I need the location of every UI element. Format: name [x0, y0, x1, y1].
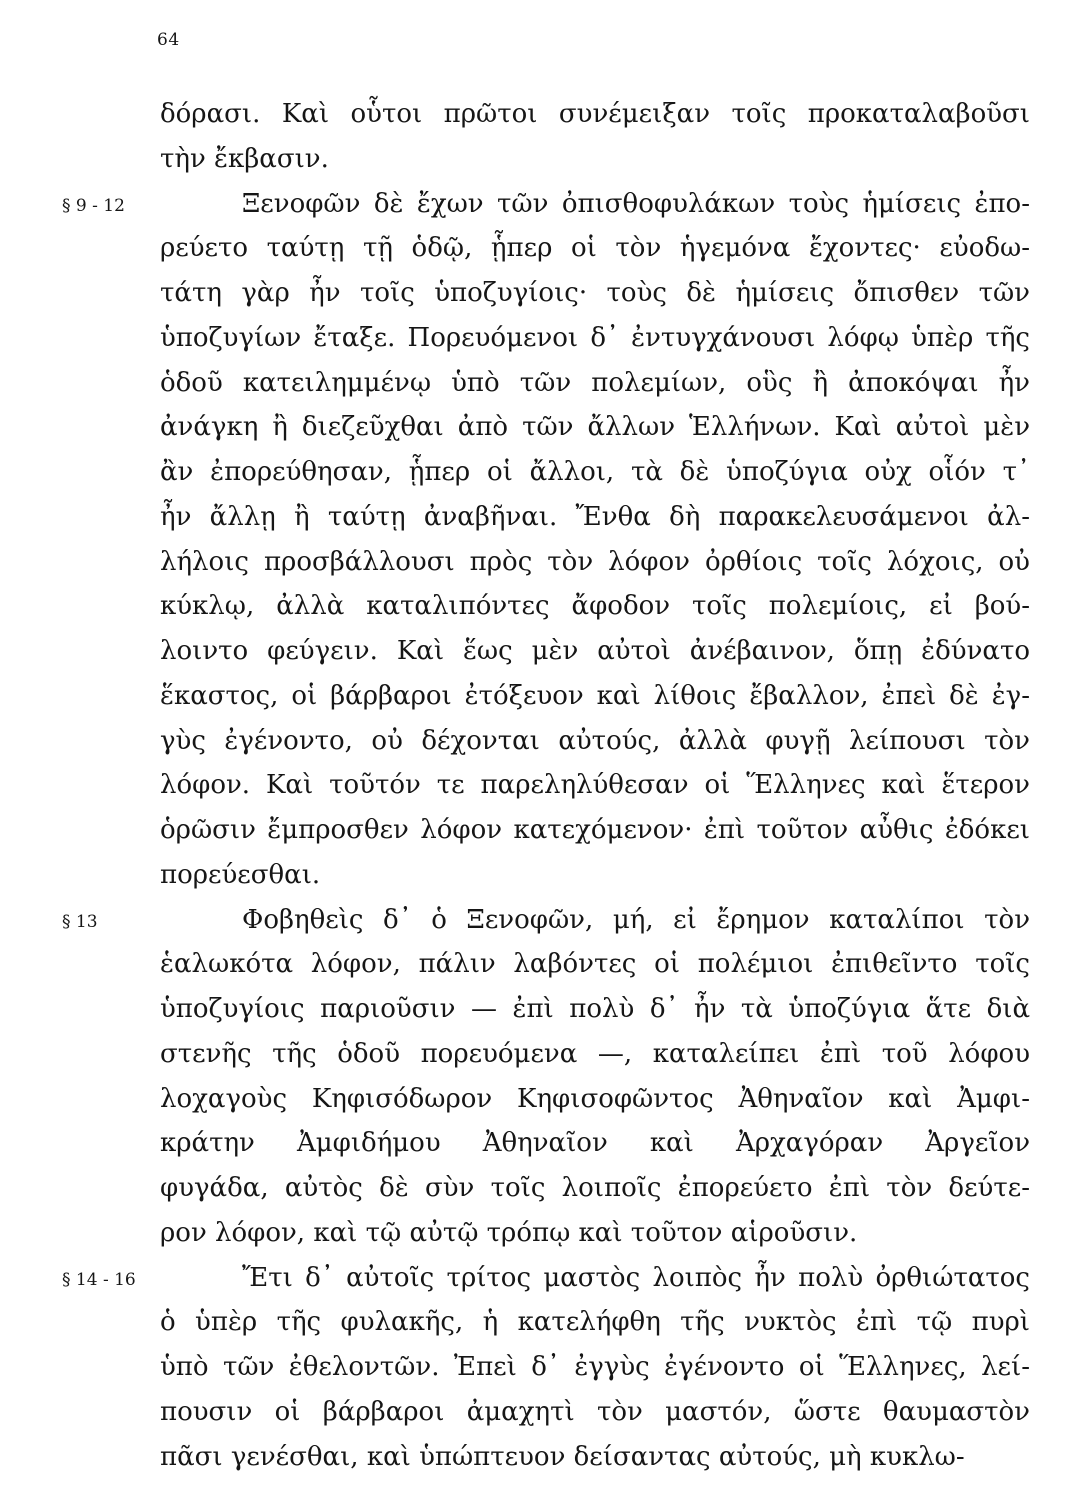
text-line: [160, 137, 1030, 182]
line-text: ρεύετο ταύτῃ τῇ ὁδῷ, ᾗπερ οἱ τὸν ἡγεμόνα ἔχοντες· εὐοδω-: [160, 233, 1030, 264]
text-line: [160, 629, 1030, 674]
text-line: [160, 1121, 1030, 1166]
text-line: [160, 1390, 1030, 1435]
line-text: φυγάδα, αὐτὸς δὲ σὺν τοῖς λοιποῖς ἐπορεύετο ἐπὶ τὸν δεύτε-: [160, 1173, 1030, 1203]
line-text: ἑαλωκότα λόφον, πάλιν λαβόντες οἱ πολέμιοι ἐπιθεῖντο τοῖς: [160, 949, 1030, 980]
text-line: [160, 450, 1030, 495]
text-line: [62, 898, 1030, 943]
line-text: ἂν ἐπορεύθησαν, ᾗπερ οἱ ἄλλοι, τὰ δὲ ὑποζύγια οὐχ οἷόν τ᾽: [160, 457, 1030, 487]
text-line: [160, 1032, 1030, 1077]
line-text: κράτην Ἀμφιδήμου Ἀθηναῖον καὶ Ἀρχαγόραν Ἀργεῖον: [160, 1128, 1030, 1159]
text-line: [160, 495, 1030, 540]
line-text: ἕκαστος, οἱ βάρβαροι ἐτόξευον καὶ λίθοις ἔβαλλον, ἐπεὶ δὲ ἐγ-: [160, 680, 1030, 711]
text-line: [160, 1077, 1030, 1122]
line-text: κύκλῳ, ἀλλὰ καταλιπόντες ἄφοδον τοῖς πολεμίοις, εἰ βού-: [160, 591, 1030, 622]
text-line: [62, 1256, 1030, 1301]
line-text: πᾶσι γενέσθαι, καὶ ὑπώπτευον δείσαντας αὐτούς, μὴ κυκλω-: [160, 1441, 965, 1472]
line-text: ὁρῶσιν ἔμπροσθεν λόφον κατεχόμενον· ἐπὶ τοῦτον αὖθις ἐδόκει: [160, 815, 1030, 845]
line-text: ὑποζυγίων ἔταξε. Πορευόμενοι δ᾽ ἐντυγχάνουσι λόφῳ ὑπὲρ τῆς: [160, 322, 1030, 353]
text-line: [160, 92, 1030, 137]
line-text: Ξενοφῶν δὲ ἔχων τῶν ὀπισθοφυλάκων τοὺς ἡμίσεις ἐπο-: [242, 188, 1030, 219]
text-line: [160, 808, 1030, 853]
line-text: Ἔτι δ᾽ αὐτοῖς τρίτος μαστὸς λοιπὸς ἦν πολὺ ὀρθιώτατος: [242, 1262, 1030, 1293]
text-line: [160, 316, 1030, 361]
text-line: [160, 271, 1030, 316]
text-line: [160, 405, 1030, 450]
line-text: ὁ ὑπὲρ τῆς φυλακῆς, ἡ κατελήφθη τῆς νυκτὸς ἐπὶ τῷ πυρὶ: [160, 1307, 1030, 1338]
text-line: [160, 540, 1030, 585]
text-line: [160, 1166, 1030, 1211]
text-line: [160, 674, 1030, 719]
line-text: ὑποζυγίοις παριοῦσιν — ἐπὶ πολὺ δ᾽ ἦν τὰ ὑποζύγια ἅτε διὰ: [160, 994, 1030, 1024]
text-line: [62, 182, 1030, 227]
text-line: [160, 719, 1030, 764]
text-line: [160, 361, 1030, 406]
text-line: [160, 987, 1030, 1032]
text-line: [160, 942, 1030, 987]
text-line: [160, 584, 1030, 629]
line-text: τὴν ἔκβασιν.: [160, 143, 329, 174]
text-line: [160, 1211, 1030, 1256]
line-text: Φοβηθεὶς δ᾽ ὁ Ξενοφῶν, μή, εἰ ἔρημον καταλίποι τὸν: [242, 904, 1030, 935]
line-text: ρον λόφον, καὶ τῷ αὐτῷ τρόπῳ καὶ τοῦτον αἱροῦσιν.: [160, 1217, 858, 1248]
text-line: [160, 226, 1030, 271]
line-text: ὁδοῦ κατειλημμένῳ ὑπὸ τῶν πολεμίων, οὓς ἢ ἀποκόψαι ἦν: [160, 367, 1030, 398]
line-text: λόφον. Καὶ τοῦτόν τε παρεληλύθεσαν οἱ Ἕλληνες καὶ ἕτερον: [160, 770, 1030, 801]
line-text: λοχαγοὺς Κηφισόδωρον Κηφισοφῶντος Ἀθηναῖον καὶ Ἀμφι-: [160, 1083, 1030, 1114]
line-text: ὑπὸ τῶν ἐθελοντῶν. Ἐπεὶ δ᾽ ἐγγὺς ἐγένοντο οἱ Ἕλληνες, λεί-: [160, 1352, 1030, 1382]
line-text: λήλοις προσβάλλουσι πρὸς τὸν λόφον ὀρθίοις τοῖς λόχοις, οὐ: [160, 546, 1030, 577]
text-line: [160, 1345, 1030, 1390]
line-text: τάτη γὰρ ἦν τοῖς ὑποζυγίοις· τοὺς δὲ ἡμίσεις ὄπισθεν τῶν: [160, 278, 1030, 308]
line-text: δόρασι. Καὶ οὗτοι πρῶτοι συνέμειξαν τοῖς προκαταλαβοῦσι: [160, 99, 1030, 129]
line-text: ἀνάγκη ἢ διεζεῦχθαι ἀπὸ τῶν ἄλλων Ἑλλήνων. Καὶ αὐτοὶ μὲν: [160, 412, 1030, 443]
text-line: [160, 1300, 1030, 1345]
section-marker: § 14 - 16: [62, 1269, 136, 1290]
text-line: [160, 1435, 1030, 1480]
section-marker: § 13: [62, 911, 98, 932]
line-text: γὺς ἐγένοντο, οὐ δέχονται αὐτούς, ἀλλὰ φυγῇ λείπουσι τὸν: [160, 725, 1030, 756]
line-text: στενῆς τῆς ὁδοῦ πορευόμενα —, καταλείπει ἐπὶ τοῦ λόφου: [160, 1038, 1030, 1069]
text-line: [160, 853, 1030, 898]
line-text: ἦν ἄλλῃ ἢ ταύτῃ ἀναβῆναι. Ἔνθα δὴ παρακελευσάμενοι ἀλ-: [160, 501, 1030, 532]
section-marker: § 9 - 12: [62, 195, 125, 216]
page-number: 64: [157, 30, 180, 50]
line-text: πορεύεσθαι.: [160, 859, 321, 890]
greek-text-block: [62, 92, 1030, 1479]
line-text: πουσιν οἱ βάρβαροι ἀμαχητὶ τὸν μαστόν, ὥστε θαυμαστὸν: [160, 1396, 1030, 1427]
text-line: [160, 763, 1030, 808]
line-text: λοιντο φεύγειν. Καὶ ἕως μὲν αὐτοὶ ἀνέβαινον, ὅπῃ ἐδύνατο: [160, 636, 1030, 666]
